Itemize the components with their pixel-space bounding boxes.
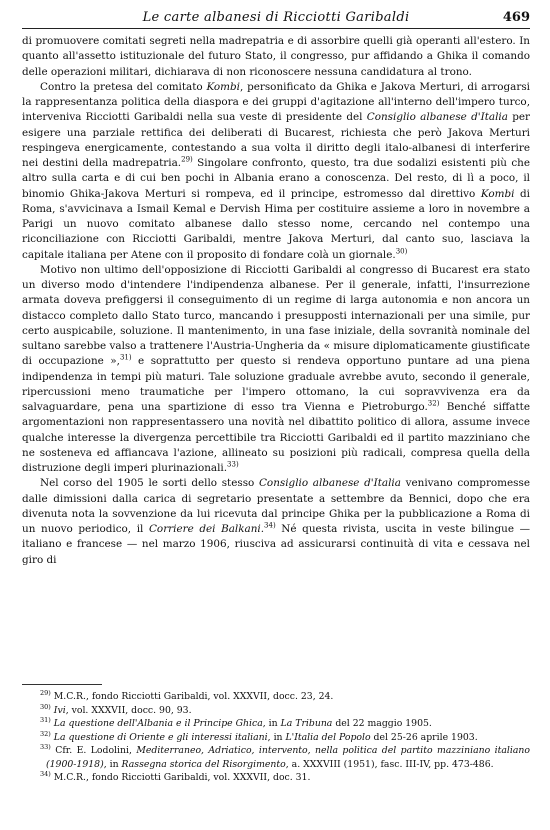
text-run: Motivo non ultimo dell'opposizione di Ricciotti Garibaldi al congresso di Bucarest era stato un diverso modo d'intendere l'indipendenza albanese. Per il generale, infatti, l'insurrezione armata doveva prefiggersi il conseguimento di un regime di larga autonomia e non ancora un distacco completo dallo Stato turco, mancando i presupposti internazionali per una simile, pur certo auspicabile, soluzione. Il mantenimento, in una fase iniziale, della sovranità nominale del sultano sarebbe valso a trattenere l'Austria-Ungheria da « misure diplomaticamente giustificate di occupazione », (22, 263, 530, 368)
italic-text: Ivi (53, 704, 66, 716)
main-text (22, 34, 530, 568)
italic-text: Rassegna storica del Risorgimento (121, 758, 286, 770)
page-header (22, 8, 530, 29)
footnote-reference: 34) (264, 521, 276, 530)
footnote (22, 704, 530, 718)
italic-text: La Tribuna (280, 718, 333, 729)
footnote-marker: 29) (40, 688, 51, 697)
page-number: 469 (502, 10, 530, 25)
text-run: venivano compromesse dalle dimissioni dalla carica di segretario presentate a settembre da Bennici, dopo che era divenuta nota la sovvenzione da lui ricevuta dal principe Ghika per la pubblicazione a Roma di un nuovo periodico, il (22, 477, 530, 535)
text-run: , vol. XXXVII, docc. 90, 93. (65, 704, 192, 716)
footnote-reference: 33) (227, 460, 239, 469)
text-run: del 22 maggio 1905. (332, 718, 432, 729)
text-run: M.C.R., fondo Ricciotti Garibaldi, vol. XXXVII, doc. 31. (53, 772, 311, 783)
footnote (22, 731, 530, 745)
italic-text: Mediterraneo, Adriatico, intervento, nella politica del partito mazziniano italiano (1900-1918) (46, 745, 530, 770)
text-run: , in (103, 758, 122, 770)
text-run: per esigere una parziale rettifica dei deliberati di Bucarest, richiesta che però Jakova Merturi respingeva energicamente, contestando a sua volta il diritto degli italo-albanesi di interferire nei destini della madrepatria. (22, 111, 530, 169)
text-run: , a. XXXVIII (1951), fasc. III-IV, pp. 473-486. (285, 758, 494, 770)
text-run: , personificato da Ghika e Jakova Merturi, di arrogarsi la rappresentanza politica della diaspora e dei gruppi d'agitazione all'interno dell'impero turco, interveniva Ricciotti Garibaldi nella sua veste di presidente del (22, 80, 531, 124)
text-run: , in (267, 731, 286, 743)
paragraph (22, 263, 530, 477)
footnote-reference: 31) (119, 353, 132, 362)
footnote-reference: 29) (181, 155, 193, 164)
italic-text: Corriere dei Balkani (148, 523, 261, 535)
italic-text: Kombi (480, 187, 515, 200)
text-run: Benché siffatte argomentazioni non rappresentassero una novità nel dibattito politico di allora, assume invece qualche interesse la divergenza percettibile tra Ricciotti Garibaldi ed il partito mazziniano che ne sosteneva ed affiancava l'azione, allineato su posizioni più radicali, compresa quella della distruzione degli imperi plurinazionali. (22, 401, 530, 474)
italic-text: Consiglio albanese d'Italia (258, 477, 401, 490)
text-run: di Roma, s'avvicinava a Ismail Kemal e Dervish Hima per costituire assieme a loro in novembre a Parigi un nuovo comitato albanese dallo stesso nome, cercando nel contempo una riconciliazione con Ricciotti Garibaldi, mentre Jakova Merturi, dal canto suo, lasciava la capitale italiana per Atene con il proposito di fondare colà un giornale. (22, 187, 530, 261)
footnote-marker: 30) (40, 702, 51, 711)
italic-text: Kombi (206, 80, 241, 93)
paragraph (22, 34, 530, 80)
text-run: di promuovere comitati segreti nella madrepatria e di assorbire quelli già operanti all'estero. In quanto all'assetto istituzionale del futuro Stato, il congresso, pur affidando a Ghika il comando delle operazioni militari, dichiarava di non riconoscere nessuna candidatura al trono. (22, 35, 530, 78)
footnote-reference: 30) (395, 247, 408, 256)
text-run: Nel corso del 1905 le sorti dello stesso (40, 477, 259, 490)
footnote-marker: 34) (40, 769, 51, 778)
footnote (22, 771, 530, 785)
italic-text: La questione di Oriente e gli interessi italiani (53, 731, 268, 743)
running-title: Le carte albanesi di Ricciotti Garibaldi (142, 10, 410, 25)
footnote (22, 690, 530, 704)
text-run: Singolare confronto, questo, tra due sodalizi esistenti più che altro sulla carta e di cui ben pochi in Albania erano a conoscenza. Del resto, di lì a poco, il binomio Ghika-Jakova Merturi si rompeva, ed il principe, estromesso dal direttivo (22, 157, 530, 200)
text-run: e soprattutto per questo si rendeva opportuno puntare ad una piena indipendenza in tempi più maturi. Tale soluzione graduale avrebbe avuto, secondo il generale, ripercussioni meno traumatiche per l'impero ottomano, la cui sopravvivenza era da salvaguardare, pena una spartizione di esso tra Vienna e Pietroburgo. (22, 355, 530, 413)
text-run: del 25-26 aprile 1903. (370, 731, 478, 743)
footnotes (22, 690, 530, 785)
italic-text: La questione dell'Albania e il Principe Ghica (53, 718, 263, 729)
paragraph (22, 80, 530, 263)
text-run: , in (262, 718, 281, 729)
footnote-reference: 32) (427, 399, 440, 408)
footnote-marker: 32) (40, 729, 51, 738)
footnote (22, 717, 530, 731)
text-run: Cfr. E. Lodolini, (55, 745, 137, 756)
paragraph (22, 476, 530, 568)
footnote-marker: 33) (40, 742, 51, 751)
italic-text: L'Italia del Popolo (285, 731, 371, 743)
footnote-marker: 31) (40, 715, 51, 724)
italic-text: Consiglio albanese d'Italia (366, 111, 508, 124)
text-run: . (260, 523, 265, 535)
text-run: Contro la pretesa del comitato (40, 80, 207, 93)
footnote-separator (22, 684, 102, 685)
text-run: M.C.R., fondo Ricciotti Garibaldi, vol. XXXVII, docc. 23, 24. (53, 691, 334, 702)
text-run: Né questa rivista, uscita in veste bilingue — italiano e francese — nel marzo 1906, riusciva ad assicurarsi continuità di vita e cessava nel giro di (22, 523, 530, 566)
footnote (22, 744, 530, 771)
